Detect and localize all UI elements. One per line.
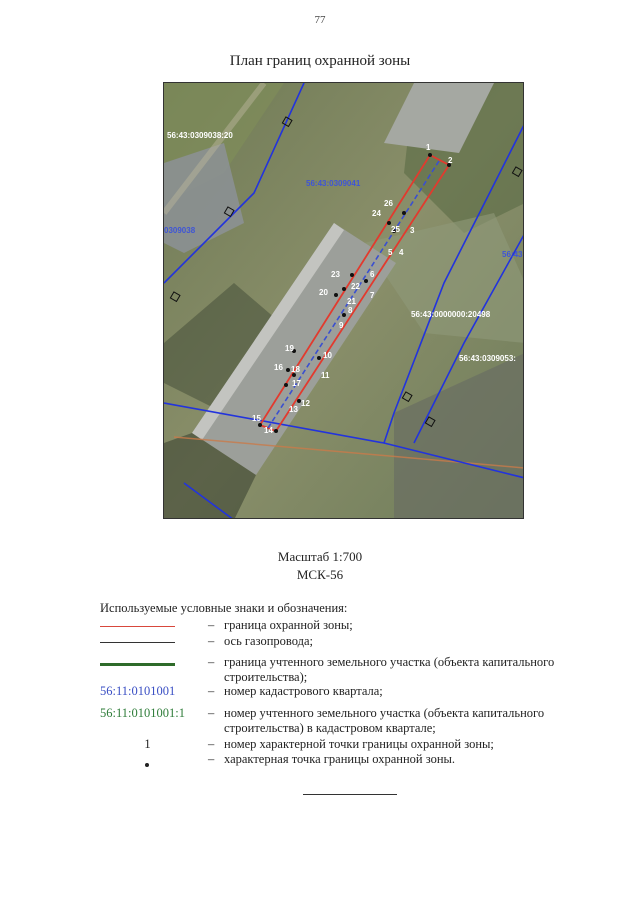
legend-dash: – xyxy=(208,706,215,720)
legend-text: номер кадастрового квартала; xyxy=(224,684,383,698)
legend-dash: – xyxy=(208,684,215,698)
point-label-23: 23 xyxy=(331,270,340,279)
quarter-number-sample: 56:11:0101001 xyxy=(100,684,176,698)
page-title: План границ охранной зоны xyxy=(229,53,411,69)
point-marker xyxy=(274,429,278,433)
red-line-symbol xyxy=(100,626,175,627)
point-label-7: 7 xyxy=(370,291,375,300)
point-label-4: 4 xyxy=(399,248,404,257)
point-label-6: 6 xyxy=(370,270,375,279)
cadastral-label-0: 56:43:0309038:20 xyxy=(167,131,233,140)
cadastral-label-1: 56:43:0309041 xyxy=(306,179,361,188)
legend-title: Используемые условные знаки и обозначения: xyxy=(100,601,348,615)
legend-dash: – xyxy=(208,752,215,766)
cadastral-label-2: 0309038 xyxy=(164,226,196,235)
point-label-25: 25 xyxy=(391,225,400,234)
point-label-13: 13 xyxy=(289,405,298,414)
point-label-24: 24 xyxy=(372,209,381,218)
legend-text: граница учтенного земельного участка (объекта капитального строительства); xyxy=(224,655,555,684)
map-canvas xyxy=(164,83,524,519)
point-label-19: 19 xyxy=(285,344,294,353)
point-label-14: 14 xyxy=(264,426,273,435)
point-label-2: 2 xyxy=(448,156,453,165)
point-marker xyxy=(342,313,346,317)
point-marker xyxy=(286,368,290,372)
point-label-16: 16 xyxy=(274,363,283,372)
point-label-5: 5 xyxy=(388,248,393,257)
point-marker xyxy=(350,273,354,277)
point-number-sample: 1 xyxy=(144,737,151,751)
cadastral-label-3: 56:43 xyxy=(502,250,523,259)
point-label-18: 18 xyxy=(291,365,300,374)
point-label-8: 8 xyxy=(348,306,353,315)
dark-line-symbol xyxy=(100,642,175,643)
page-number: 77 xyxy=(314,14,326,26)
legend-text: номер характерной точки границы охранной зоны; xyxy=(224,737,494,751)
point-label-17: 17 xyxy=(292,379,301,388)
point-label-12: 12 xyxy=(301,399,310,408)
point-label-10: 10 xyxy=(323,351,332,360)
crs-text: МСК-56 xyxy=(296,567,344,582)
point-marker xyxy=(428,153,432,157)
point-label-22: 22 xyxy=(351,282,360,291)
point-marker xyxy=(402,211,406,215)
point-label-3: 3 xyxy=(410,226,415,235)
legend-dash: – xyxy=(208,655,215,669)
point-label-11: 11 xyxy=(321,371,330,380)
point-label-20: 20 xyxy=(319,288,328,297)
map-view[interactable] xyxy=(163,82,524,519)
point-label-9: 9 xyxy=(339,321,344,330)
legend-text: характерная точка границы охранной зоны. xyxy=(224,752,456,766)
scale-text: Масштаб 1:700 xyxy=(277,549,363,564)
legend-text: номер учтенного земельного участка (объекта капитального строительства) в кадастровом квартале; xyxy=(224,706,545,735)
cadastral-label-5: 56:43:0309053: xyxy=(459,354,516,363)
legend-dash: – xyxy=(208,618,215,632)
point-marker xyxy=(342,287,346,291)
point-label-21: 21 xyxy=(347,297,356,306)
point-label-1: 1 xyxy=(426,143,431,152)
point-label-15: 15 xyxy=(252,414,261,423)
point-label-25-26: 26 xyxy=(384,199,393,208)
point-marker xyxy=(317,356,321,360)
point-marker xyxy=(284,383,288,387)
legend-text: граница охранной зоны; xyxy=(224,618,353,632)
legend-dash: – xyxy=(208,634,215,648)
cadastral-label-4: 56:43:0000000:20498 xyxy=(411,310,491,319)
green-line-symbol xyxy=(100,663,175,666)
parcel-number-sample: 56:11:0101001:1 xyxy=(100,706,185,720)
point-marker xyxy=(334,293,338,297)
footer-divider xyxy=(303,794,397,795)
point-marker xyxy=(364,279,368,283)
point-dot-symbol xyxy=(145,763,149,767)
legend-text: ось газопровода; xyxy=(224,634,314,648)
legend-dash: – xyxy=(208,737,215,751)
point-marker xyxy=(258,423,262,427)
